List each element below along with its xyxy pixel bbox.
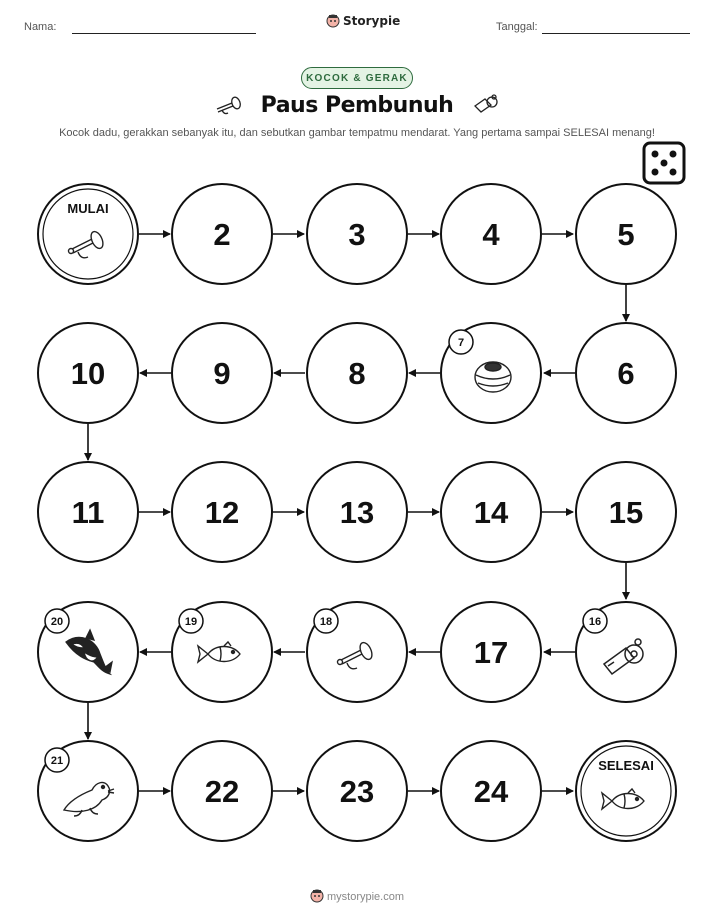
space-number: 24 [473,774,509,809]
space-8[interactable] [307,323,407,423]
space-number: 6 [617,356,635,391]
space-19[interactable] [172,602,272,702]
space-3[interactable] [307,184,407,284]
space-number-badge: 21 [50,755,64,767]
space-number: 12 [204,495,240,530]
space-number: 10 [70,356,106,391]
space-number: 3 [348,217,366,252]
space-number: 17 [473,635,509,670]
space-9[interactable] [172,323,272,423]
space-11[interactable] [38,462,138,562]
space-number: 2 [213,217,231,252]
space-number: 9 [213,356,231,391]
space-17[interactable] [441,602,541,702]
date-label: Tanggal: [496,21,538,33]
yarn-ball-icon [475,362,511,392]
footer-url[interactable]: mystorypie.com [326,891,405,903]
space-number: 13 [339,495,375,530]
space-number: 22 [204,774,240,809]
space-10[interactable] [38,323,138,423]
space-6[interactable] [576,323,676,423]
space-number: 4 [482,217,500,252]
space-number: 15 [608,495,644,530]
space-14[interactable] [441,462,541,562]
space-23[interactable] [307,741,407,841]
start-space[interactable] [38,184,138,284]
space-20[interactable] [38,602,138,702]
space-number: 11 [71,495,105,530]
space-4[interactable] [441,184,541,284]
space-21[interactable] [38,741,138,841]
space-2[interactable] [172,184,272,284]
page-title: Paus Pembunuh [260,93,454,118]
space-number-badge: 20 [50,616,64,628]
finish-label: SELESAI [598,758,654,773]
space-number-badge: 18 [319,616,333,628]
space-5[interactable] [576,184,676,284]
space-12[interactable] [172,462,272,562]
space-13[interactable] [307,462,407,562]
space-18[interactable] [307,602,407,702]
instructions: Kocok dadu, gerakkan sebanyak itu, dan sebutkan gambar tempatmu mendarat. Yang pertama sampai SELESAI menang! [59,127,655,139]
space-16[interactable] [576,602,676,702]
footer [0,889,714,903]
space-24[interactable] [441,741,541,841]
finish-space[interactable] [576,741,676,841]
space-22[interactable] [172,741,272,841]
name-label: Nama: [24,21,57,33]
activity-badge: KOCOK & GERAK [301,67,413,89]
start-label: MULAI [67,201,109,216]
space-15[interactable] [576,462,676,562]
space-number: 8 [348,356,366,391]
space-number: 14 [473,495,509,530]
storypie-mascot-icon [310,889,324,903]
space-7[interactable] [441,323,541,423]
space-number-badge: 19 [184,616,198,628]
brand-name: Storypie [343,14,401,28]
space-number: 23 [339,774,375,809]
space-number-badge: 7 [457,337,465,349]
space-number-badge: 16 [588,616,602,628]
space-number: 5 [617,217,635,252]
